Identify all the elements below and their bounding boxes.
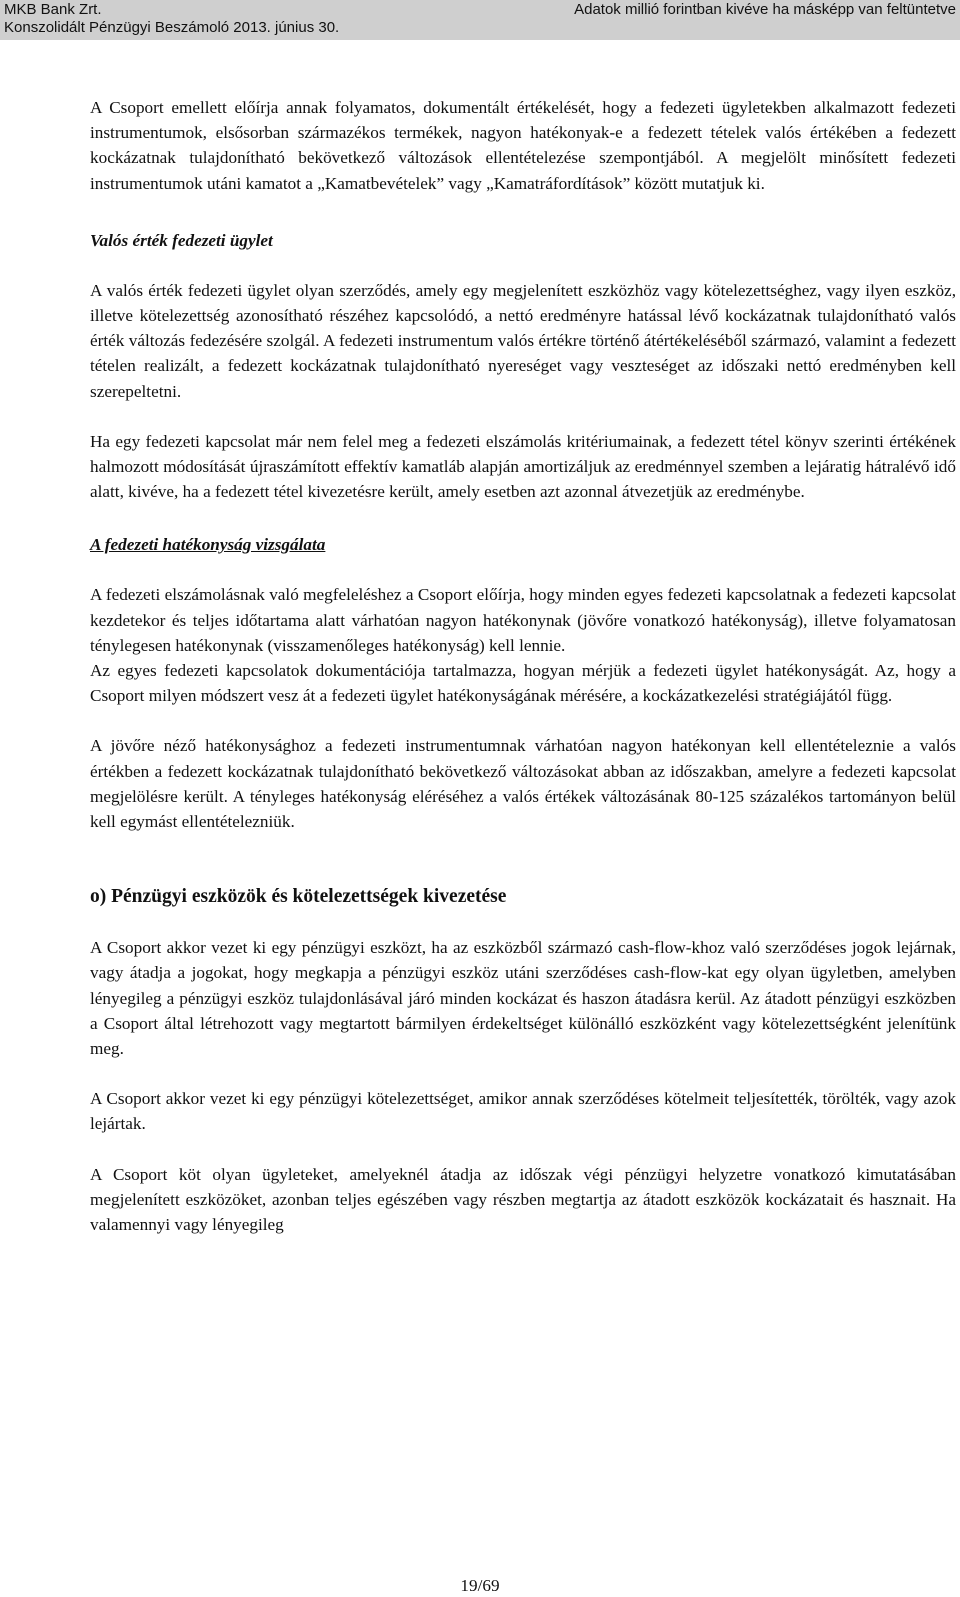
page-number: 19/69 — [460, 1576, 500, 1595]
heading-hedge-effectiveness: A fedezeti hatékonyság vizsgálata — [90, 535, 326, 555]
report-title: Konszolidált Pénzügyi Beszámoló 2013. június 30. — [4, 19, 340, 36]
heading-derecognition: o) Pénzügyi eszközök és kötelezettségek kivezetése — [90, 886, 507, 908]
paragraph-derecognition-2: A Csoport akkor vezet ki egy pénzügyi kötelezettséget, amikor annak szerződéses kötelmeit teljesítették, törölték, vagy azok lejártak. — [90, 1089, 956, 1134]
page-header — [0, 0, 960, 40]
paragraph-effectiveness-3: A jövőre néző hatékonysághoz a fedezeti instrumentumnak várhatóan nagyon hatékonyan kell ellentételeznie a valós értékben a fedezett kockázatnak tulajdonítható bekövetkező változásokat abban az időszakban, amelyre a fedezeti kapcsolat megjelölésre került. A tényleges hatékonyság eléréséhez a valós értékek változásának 80-125 százalékos tartományon belül kell egymást ellentételezniük. — [90, 736, 956, 832]
paragraph-fair-value-1: A valós érték fedezeti ügylet olyan szerződés, amely egy megjelenített eszközhöz vagy kötelezettséghez, vagy ilyen eszköz, illetve kötelezettség azonosítható részéhez kapcsolódó, a nettó eredményre hatással lévő kockázatnak tulajdonítható valós érték változás fedezésére szolgál. A fedezeti instrumentum valós értékre történő átértékeléséből származó, valamint a fedezett tételen realizált, a fedezett kockázatnak tulajdonítható nyereséget vagy veszteséget az időszaki nettó eredményben kell szerepeltetni. — [90, 280, 956, 401]
paragraph-effectiveness-1: A fedezeti elszámolásnak való megfeleléshez a Csoport előírja, hogy minden egyes fedezeti kapcsolatnak a fedezeti kapcsolat kezdetekor és teljes időtartama alatt várhatóan nagyon hatékonynak (jövőre vonatkozó hatékonyság), illetve folyamatosan ténylegesen hatékonynak (visszamenőleges hatékonyság) kell lennie. — [90, 585, 956, 655]
header-left — [4, 1, 339, 37]
paragraph-derecognition-3: A Csoport köt olyan ügyleteket, amelyeknél átadja az időszak végi pénzügyi helyzetre vonatkozó kimutatásában megjelenített eszközöket, azonban teljes egészében vagy részben megtartja az átadott eszközök kockázatait és hasznait. Ha valamennyi vagy lényegileg — [90, 1164, 956, 1235]
paragraph-derecognition-1: A Csoport akkor vezet ki egy pénzügyi eszközt, ha az eszközből származó cash-flow-khoz való szerződéses jogok lejárnak, vagy átadja a jogokat, hogy megkapja a pénzügyi eszköz utáni szerződéses cash-flow-kat egy olyan ügyletben, amelyben lényegileg a pénzügyi eszköz tulajdonlásával járó minden kockázat és haszon átadásra kerül. Az átadott pénzügyi eszközben a Csoport által létrehozott vagy megtartott bármilyen érdekeltséget különálló eszközként vagy kötelezettségként jelenítünk meg. — [90, 938, 956, 1059]
company-name: MKB Bank Zrt. — [4, 1, 102, 18]
paragraph-fair-value-2: Ha egy fedezeti kapcsolat már nem felel meg a fedezeti elszámolás kritériumainak, a fedezett tétel könyv szerinti értékének halmozott módosítását újraszámított effektív kamatláb alapján amortizáljuk az eredménnyel szemben a lejáratig hátralévő idő alatt, kivéve, ha a fedezett tétel kivezetésre került, amely esetben azt azonnal átvezetjük az eredménybe. — [90, 431, 956, 502]
units-note: Adatok millió forintban kivéve ha másképp van feltüntetve — [574, 1, 956, 18]
document-body — [90, 95, 956, 1237]
paragraph-effectiveness-2: Az egyes fedezeti kapcsolatok dokumentációja tartalmazza, hogyan mérjük a fedezeti ügylet hatékonyságát. Az, hogy a Csoport milyen módszert vesz át a fedezeti ügylet hatékonyságának mérésére, a kockázatkezelési stratégiájától függ. — [90, 661, 956, 706]
heading-fair-value-hedge: Valós érték fedezeti ügylet — [90, 230, 273, 250]
paragraph-intro: A Csoport emellett előírja annak folyamatos, dokumentált értékelését, hogy a fedezeti ügyletekben alkalmazott fedezeti instrumentumok, elsősorban származékos termékek, nagyon hatékonyak-e a fedezett tételek valós értékében a fedezett kockázatnak tulajdonítható bekövetkező változások ellentételezése szempontjából. A megjelölt minősített fedezeti instrumentumok utáni kamatot a „Kamatbevételek” vagy „Kamatráfordítások” között mutatjuk ki. — [90, 98, 956, 193]
